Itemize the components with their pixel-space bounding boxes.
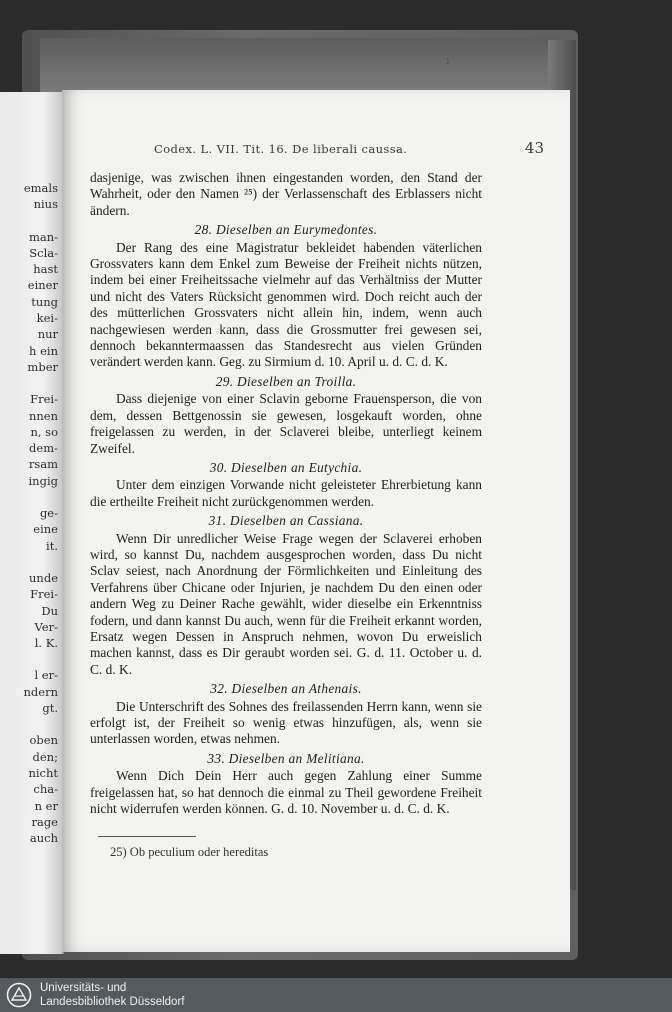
left-page-fragment: n er	[34, 798, 58, 813]
left-page-fragment: ndern	[23, 684, 58, 699]
intro-paragraph: dasjenige, was zwischen ihnen eingestanden worden, den Stand der Wahrheit, oder den Namen ²⁵) der Verlassenschaft des Erblassers nicht ändern.	[90, 170, 482, 218]
section-text-29: Dass diejenige von einer Sclavin geborne Frauensperson, die von dem, dessen Bettgenossin sie gewesen, losgekauft worden, ohne freigelassen zu werden, in der Sclaverei bleibe, unterliegt keinem Zweifel.	[90, 391, 482, 456]
left-page-fragment: rage	[31, 814, 58, 829]
left-page-fragment: dem-	[29, 441, 58, 456]
page-body	[90, 170, 482, 817]
section-heading-31: 31. Dieselben an Cassiana.	[208, 513, 364, 529]
left-page-fragment: hast	[33, 262, 58, 277]
left-page-fragment: ge-	[39, 506, 58, 521]
left-page-fragment: Ver-	[34, 619, 58, 634]
left-page-fragment: emals	[23, 181, 58, 195]
section-text-28: Der Rang des eine Magistratur bekleidet habenden väterlichen Grossvaters kann dem Enkel zum Beweise der Freiheit nichts nützen, indem bei einer Freiheitssache vielmehr auf das Verhältniss der Mutter und nicht des Vaters Rücksicht genommen wird. Doch reicht auch der des mütterlichen Grossvaters nicht allein hin, indem, wenn auch nachgewiesen werden kann, dass die Grossmutter frei gewesen sei, dennoch bekanntermaassen das Standesrecht aus vielen Gründen verändert werden kann. Geg. zu Sirmium d. 10. April u. d. C. d. K.	[90, 239, 482, 370]
left-page-fragment: n, so	[30, 424, 58, 439]
left-page-fragment: l. K.	[34, 636, 58, 651]
left-page-fragment: it.	[46, 538, 58, 553]
section-text-33: Wenn Dich Dein Herr auch gegen Zahlung einer Summe freigelassen hat, so hat dennoch die einmal zu Theil gewordene Freiheit nicht widerrufen werden können. G. d. 10. November u. d. C. d. K.	[90, 768, 482, 817]
section-heading-29: 29. Dieselben an Troilla.	[215, 373, 357, 389]
left-page-fragment: auch	[29, 831, 58, 846]
left-page-fragment: nius	[33, 197, 58, 212]
left-page-fragment: Frei-	[30, 587, 58, 602]
left-page-gap	[24, 554, 58, 570]
left-page-fragment: den;	[32, 749, 58, 764]
left-page-fragment: Scla-	[29, 245, 58, 260]
footnote: 25) Ob peculium oder hereditas	[110, 845, 269, 859]
left-page-fragment: oben	[29, 733, 58, 748]
left-page-fragment: cha-	[33, 782, 58, 797]
left-page-fragment: man-	[28, 229, 58, 244]
left-page-fragment: kei-	[36, 311, 58, 326]
left-page-fragment: nur	[37, 327, 58, 342]
left-page-gap	[24, 213, 58, 229]
library-name[interactable]	[40, 981, 184, 1009]
book-page	[62, 90, 570, 952]
left-page-fragment: tung	[31, 294, 58, 309]
footnote-rule	[98, 836, 196, 837]
page-number: 43	[524, 139, 544, 157]
left-page-fragment: Frei-	[30, 392, 58, 407]
running-head-title: Codex. L. VII. Tit. 16. De liberali caussa.	[154, 142, 408, 156]
left-page-fragment: Du	[41, 603, 58, 618]
section-text-31: Wenn Dir unredlicher Weise Frage wegen der Sclaverei erhoben wird, so kannst Du, nachdem ausgesprochen worden, dass Du nicht Sclav seiest, nach Anordnung der Förmlichkeiten und Einleitung des Verfahrens über Chicane oder Injurien, je nachdem Du den einen oder andern Weg zu Deiner Rache gewählt, wider dieselbe ein Erkenntniss fodern, und dann kannst Du auch, wenn für die Freiheit erkannt worden, Ersatz wegen Dessen in Anspruch nehmen, wovon Du erweislich machen kannst, dass es Dir geraubt worden sei. G. d. 11. October u. d. C. d. K.	[90, 530, 482, 677]
left-page-fragment: h ein	[29, 343, 58, 358]
left-page-fragment: eine	[33, 522, 58, 537]
margin-mark: ı	[446, 54, 450, 67]
book-cover-top	[40, 38, 560, 94]
section-text-30: Unter dem einzigen Vorwande nicht geleisteter Ehrerbietung kann die ertheilte Freiheit nicht zurückgenommen werden.	[90, 477, 482, 509]
section-heading-28: 28. Dieselben an Eurymedontes.	[194, 222, 378, 238]
left-page-fragment: mber	[27, 359, 58, 374]
left-page-fragment: ingig	[28, 473, 58, 488]
library-footer-bar	[0, 978, 672, 1012]
section-heading-32: 32. Dieselben an Athenais.	[210, 681, 362, 697]
left-page-fragment: l er-	[34, 668, 58, 683]
left-page-fragment: nnen	[28, 408, 58, 423]
left-page-fragment: nicht	[28, 765, 58, 780]
left-page-fragment: unde	[29, 570, 58, 585]
left-page-gap	[24, 375, 58, 391]
left-page-gap	[24, 716, 58, 732]
library-name-line-1: Universitäts- und	[40, 982, 127, 994]
left-page-fragment: einer	[27, 278, 58, 293]
left-page-fragment: rsam	[28, 457, 58, 472]
left-page-gap	[24, 489, 58, 505]
library-name-line-2: Landesbibliothek Düsseldorf	[40, 996, 185, 1008]
library-logo-icon	[6, 982, 32, 1008]
section-heading-30: 30. Dieselben an Eutychia.	[209, 459, 363, 475]
left-page-text-fragments	[24, 180, 58, 846]
section-text-32: Die Unterschrift des Sohnes des freilassenden Herrn kann, wenn sie erfolgt ist, der Freiheit so wenig etwas hinzufügen, als, wenn sie unterlassen worden, etwas nehmen.	[90, 698, 482, 747]
section-heading-33: 33. Dieselben an Melitiana.	[207, 750, 365, 766]
left-page-gap	[24, 651, 58, 667]
left-page-fragment: gt.	[42, 701, 58, 716]
left-facing-page	[0, 92, 64, 954]
running-head	[154, 139, 544, 157]
